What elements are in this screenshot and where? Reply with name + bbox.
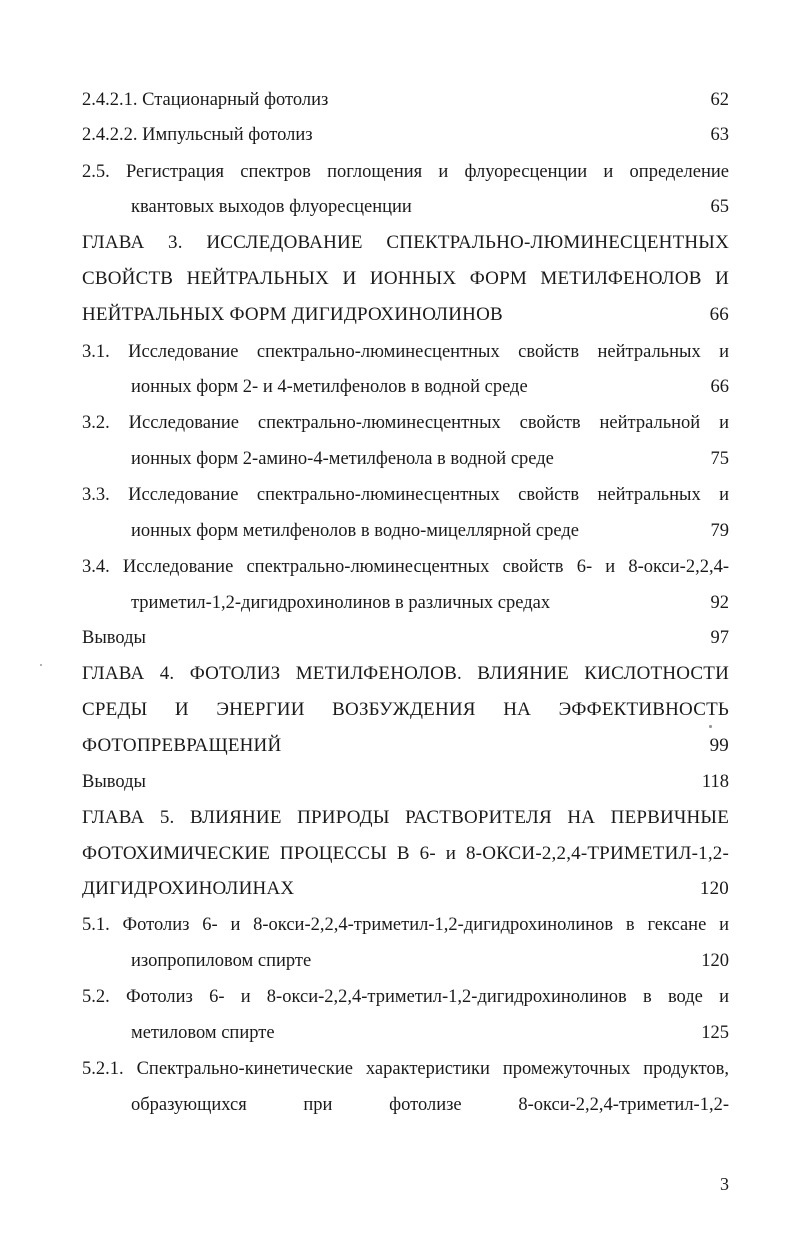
toc-page-number: 92 (710, 593, 729, 613)
toc-page-number: 75 (710, 449, 729, 469)
chapter-heading-line: ФОТОХИМИЧЕСКИЕ ПРОЦЕССЫ В 6- и 8-ОКСИ-2,2,4-ТРИМЕТИЛ-1,2- (82, 843, 729, 864)
toc-entry-title-line: 5.2. Фотолиз 6- и 8-окси-2,2,4-триметил-1,2-дигидрохинолинов в воде и (82, 987, 729, 1007)
toc-page-number: 99 (709, 735, 729, 756)
toc-entry-title-line: 2.5. Регистрация спектров поглощения и флуоресценции и определение (82, 162, 729, 182)
toc-entry-title-line: образующихся при фотолизе 8-окси-2,2,4-триметил-1,2- (131, 1095, 729, 1115)
scan-speck (40, 664, 42, 666)
toc-entry-title-line: метиловом спирте (131, 1023, 275, 1043)
page-number: 3 (720, 1174, 729, 1194)
chapter-heading-line: ФОТОПРЕВРАЩЕНИЙ (82, 735, 282, 756)
toc-entry-title-line: ионных форм 2-амино-4-метилфенола в водной среде (131, 449, 554, 469)
toc-entry-title: Выводы (82, 628, 146, 648)
scan-speck (709, 725, 712, 728)
toc-page-number: 66 (710, 377, 729, 397)
toc-entry-title-line: ионных форм 2- и 4-метилфенолов в водной среде (131, 377, 528, 397)
toc-page-number: 79 (710, 521, 729, 541)
toc-page-number: 120 (699, 878, 729, 899)
toc-entry-title: 2.4.2.2. Импульсный фотолиз (82, 125, 313, 145)
toc-page-number: 118 (701, 772, 729, 792)
chapter-heading-line: ГЛАВА 4. ФОТОЛИЗ МЕТИЛФЕНОЛОВ. ВЛИЯНИЕ КИСЛОТНОСТИ (82, 663, 729, 684)
chapter-heading-line: ГЛАВА 3. ИССЛЕДОВАНИЕ СПЕКТРАЛЬНО-ЛЮМИНЕСЦЕНТНЫХ (82, 232, 729, 253)
toc-page-number: 120 (701, 951, 729, 971)
toc-page-number: 62 (710, 90, 729, 110)
toc-entry-title-line: 5.2.1. Спектрально-кинетические характеристики промежуточных продуктов, (82, 1059, 729, 1079)
toc-page-number: 65 (710, 197, 729, 217)
toc-entry-title: Выводы (82, 772, 146, 792)
toc-entry-title-line: изопропиловом спирте (131, 951, 312, 971)
toc-entry-title-line: 3.1. Исследование спектрально-люминесцентных свойств нейтральных и (82, 342, 729, 362)
toc-page-number: 66 (709, 304, 729, 325)
toc-entry-title-line: 3.3. Исследование спектрально-люминесцентных свойств нейтральных и (82, 485, 729, 505)
toc-entry-title-line: 5.1. Фотолиз 6- и 8-окси-2,2,4-триметил-1,2-дигидрохинолинов в гексане и (82, 915, 729, 935)
toc-page-number: 63 (710, 125, 729, 145)
toc-entry-title-line: триметил-1,2-дигидрохинолинов в различных средах (131, 593, 551, 613)
chapter-heading-line: СРЕДЫ И ЭНЕРГИИ ВОЗБУЖДЕНИЯ НА ЭФФЕКТИВНОСТЬ (82, 699, 729, 720)
toc-page-number: 125 (701, 1023, 729, 1043)
toc-entry-title-line: ионных форм метилфенолов в водно-мицеллярной среде (131, 521, 579, 541)
chapter-heading-line: ДИГИДРОХИНОЛИНАХ (82, 878, 295, 899)
toc-entry-title: 2.4.2.1. Стационарный фотолиз (82, 90, 329, 110)
chapter-heading-line: НЕЙТРАЛЬНЫХ ФОРМ ДИГИДРОХИНОЛИНОВ (82, 304, 503, 325)
toc-entry-title-line: квантовых выходов флуоресценции (131, 197, 412, 217)
chapter-heading-line: СВОЙСТВ НЕЙТРАЛЬНЫХ И ИОННЫХ ФОРМ МЕТИЛФЕНОЛОВ И (82, 268, 729, 289)
toc-entry-title-line: 3.4. Исследование спектрально-люминесцентных свойств 6- и 8-окси-2,2,4- (82, 557, 729, 577)
toc-page-number: 97 (710, 628, 729, 648)
chapter-heading-line: ГЛАВА 5. ВЛИЯНИЕ ПРИРОДЫ РАСТВОРИТЕЛЯ НА ПЕРВИЧНЫЕ (82, 807, 729, 828)
toc-entry-title-line: 3.2. Исследование спектрально-люминесцентных свойств нейтральной и (82, 413, 729, 433)
